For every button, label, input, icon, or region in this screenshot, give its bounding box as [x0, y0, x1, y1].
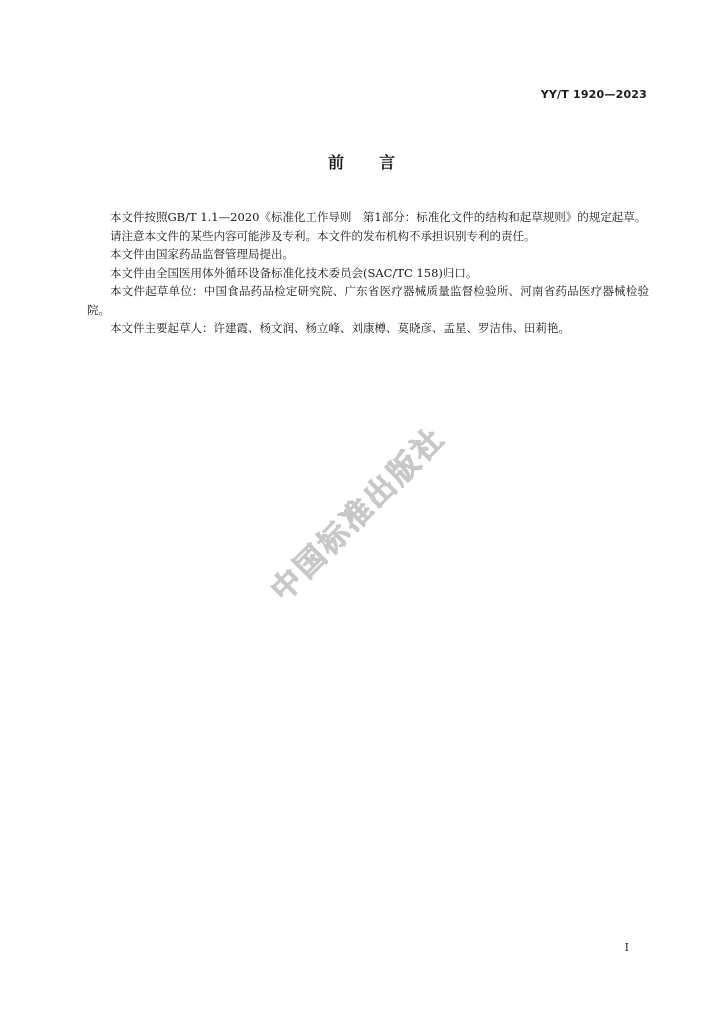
- title-char-2: 言: [379, 153, 397, 172]
- paragraph: 本文件由国家药品监督管理局提出。: [110, 247, 294, 261]
- paragraph: 本文件主要起草人：许建霞、杨文润、杨立峰、刘康樽、莫晓彦、孟星、罗洁伟、田莉艳。: [110, 321, 570, 335]
- foreword-body: [87, 208, 649, 338]
- title-char-1: 前: [327, 153, 345, 172]
- page-title: [0, 150, 724, 173]
- paragraph: 本文件由全国医用体外循环设备标准化技术委员会(SAC/TC 158)归口。: [110, 265, 478, 280]
- paragraph: 本文件按照GB/T 1.1—2020《标准化工作导则 第1部分：标准化文件的结构和起草规则》的规定起草。: [110, 210, 647, 224]
- page-number: I: [624, 941, 629, 954]
- standard-code: YY/T 1920—2023: [540, 88, 647, 101]
- paragraph: 本文件起草单位：中国食品药品检定研究院、广东省医疗器械质量监督检验所、河南省药品医疗器械检验院。: [87, 284, 649, 317]
- paragraph: 请注意本文件的某些内容可能涉及专利。本文件的发布机构不承担识别专利的责任。: [110, 228, 536, 243]
- publisher-watermark: 中国标准出版社: [264, 420, 453, 609]
